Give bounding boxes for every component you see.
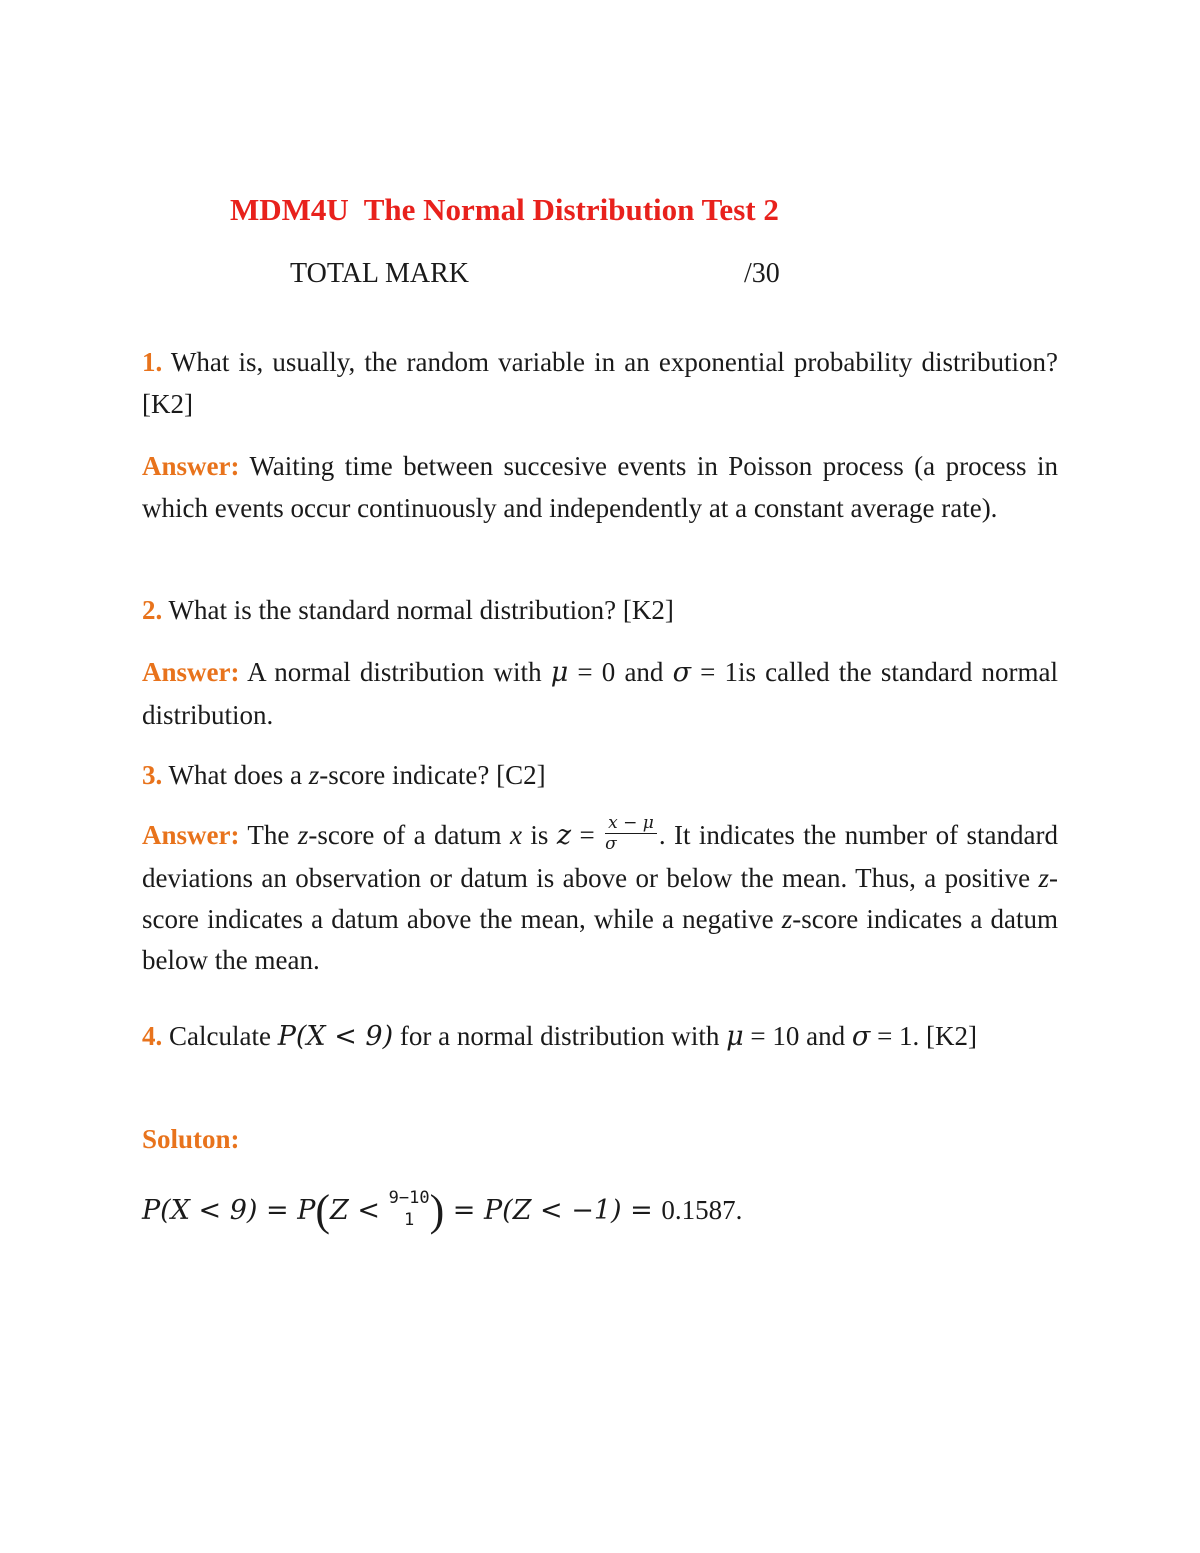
- z-variable: z: [297, 820, 309, 850]
- z-variable: z: [308, 760, 320, 790]
- equation-part: = P(Z < −1) =: [444, 1195, 662, 1226]
- question-text: for a normal distribution with: [393, 1021, 727, 1051]
- equation-part: Z <: [330, 1195, 389, 1226]
- question-text: = 10 and: [743, 1021, 852, 1051]
- answer-text: = 1is called the standard normal distribution.: [142, 657, 1058, 730]
- z-variable: z: [1038, 863, 1049, 894]
- answer-text: = 0 and: [568, 657, 673, 687]
- fraction-denominator: σ: [605, 834, 617, 855]
- question-number: 3.: [142, 760, 163, 790]
- question-text: -score indicate? [C2]: [319, 760, 546, 790]
- answer-text: =: [571, 820, 604, 850]
- question-text: Calculate: [162, 1021, 278, 1051]
- question-3: [142, 754, 1058, 796]
- question-text: = 1. [K2]: [870, 1021, 978, 1051]
- x-variable: x: [509, 820, 522, 850]
- solution-equation: [142, 1185, 1058, 1238]
- answer-text: A normal distribution with: [239, 657, 551, 687]
- equation-part: P(X < 9) = P: [142, 1195, 316, 1226]
- answer-text: Waiting time between succesive events in Poisson process (a process in which events occur continuously and independently at a constant average rate).: [142, 451, 1058, 523]
- answer-2: [142, 651, 1058, 736]
- sigma-symbol: σ: [672, 657, 692, 688]
- right-paren: ): [429, 1185, 445, 1235]
- fraction-numerator: 9−10: [388, 1187, 430, 1208]
- answer-text: -score of a datum: [308, 820, 510, 850]
- question-2: [142, 589, 1058, 631]
- answer-text: -score indicates a datum above the mean, while a negative: [142, 863, 1058, 935]
- question-number: 4.: [142, 1021, 163, 1051]
- answer-label: Answer:: [142, 820, 240, 850]
- fraction-numerator: x − μ: [605, 813, 657, 834]
- question-4: [142, 1015, 1058, 1058]
- solution-label-line: [142, 1118, 1058, 1160]
- mu-symbol: μ: [726, 1021, 744, 1052]
- answer-label: Answer:: [142, 657, 240, 687]
- answer-label: Answer:: [142, 451, 240, 481]
- answer-text: . It indicates the number of standard deviations an observation or datum is above or below the mean. Thus, a positive: [142, 820, 1058, 894]
- z-variable: z: [556, 820, 572, 851]
- left-paren: (: [315, 1185, 331, 1235]
- solution-label: Soluton:: [142, 1124, 240, 1154]
- page-title: MDM4U The Normal Distribution Test 2: [230, 192, 779, 227]
- answer-text: -score indicates a datum below the mean.: [142, 904, 1058, 976]
- z-variable: z: [781, 904, 793, 935]
- z-score-fraction: [605, 813, 657, 854]
- question-number: 2.: [142, 595, 163, 625]
- answer-1: [142, 445, 1058, 529]
- answer-3: [142, 815, 1058, 981]
- question-text: What is the standard normal distribution? [K2]: [162, 595, 674, 625]
- total-mark-label: TOTAL MARK: [290, 258, 469, 289]
- sigma-symbol: σ: [851, 1021, 871, 1052]
- probability-expression: P(X < 9): [277, 1021, 394, 1052]
- fraction-denominator: 1: [403, 1209, 415, 1230]
- question-text: What is, usually, the random variable in an exponential probability distribution? [K2]: [142, 347, 1058, 419]
- total-mark-value: /30: [744, 258, 780, 289]
- answer-text: The: [239, 820, 298, 850]
- solution-fraction: [389, 1187, 430, 1231]
- question-number: 1.: [142, 347, 163, 377]
- mu-symbol: μ: [550, 657, 569, 688]
- answer-text: is: [521, 820, 557, 850]
- question-text: What does a: [162, 760, 309, 790]
- solution-result: 0.1587.: [661, 1195, 743, 1225]
- question-1: [142, 341, 1058, 425]
